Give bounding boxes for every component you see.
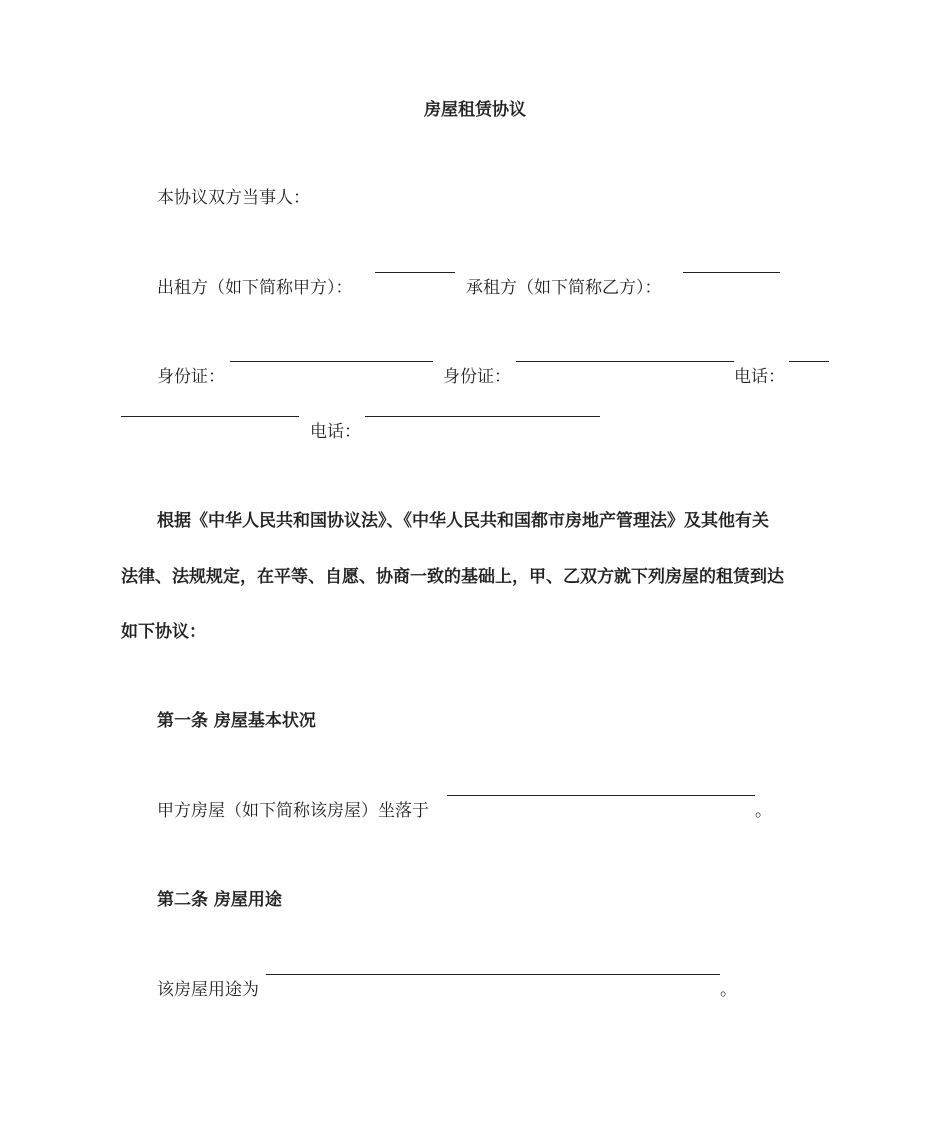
article2-text-row <box>0 974 950 1006</box>
article1-heading: 第一条 房屋基本状况 <box>157 711 316 731</box>
article1-heading-row <box>0 705 950 737</box>
lessee-label: 承租方（如下简称乙方）： <box>466 278 662 298</box>
article2-period: 。 <box>720 980 737 1000</box>
basis-line-1: 根据《中华人民共和国协议法》、《中华人民共和国都市房地产管理法》及其他有关 <box>157 511 769 531</box>
usage-blank <box>266 974 720 975</box>
lessor-phone-blank-start <box>789 361 829 362</box>
lessee-blank <box>683 272 780 273</box>
lessor-label: 出租方（如下简称甲方）： <box>157 278 353 298</box>
article2-heading: 第二条 房屋用途 <box>157 890 282 910</box>
lessee-id-blank <box>516 361 734 362</box>
article1-period: 。 <box>755 801 772 821</box>
document-title-row <box>0 94 950 126</box>
parties-intro: 本协议双方当事人： <box>157 188 310 208</box>
lessor-phone-blank-end <box>121 416 299 417</box>
basis-row-1 <box>0 505 950 537</box>
basis-line-3: 如下协议： <box>121 622 206 642</box>
article2-text: 该房屋用途为 <box>157 980 259 1000</box>
address-blank <box>447 795 755 796</box>
lessee-phone-label: 电话： <box>310 422 361 442</box>
basis-row-3 <box>0 616 950 648</box>
parties-intro-row <box>0 182 950 214</box>
article2-heading-row <box>0 884 950 916</box>
basis-row-2 <box>0 561 950 593</box>
lessee-id-label: 身份证： <box>443 367 511 387</box>
lessor-id-blank <box>230 361 433 362</box>
lessee-phone-blank <box>365 416 600 417</box>
lessor-blank <box>375 272 455 273</box>
id-row <box>0 361 950 393</box>
article1-text-row <box>0 795 950 827</box>
article1-text: 甲方房屋（如下简称该房屋）坐落于 <box>157 801 429 821</box>
document-title: 房屋租赁协议 <box>424 100 526 120</box>
basis-line-2: 法律、法规规定，在平等、自愿、协商一致的基础上，甲、乙双方就下列房屋的租赁到达 <box>121 567 784 587</box>
parties-row <box>0 272 950 304</box>
lessor-phone-label: 电话： <box>734 367 785 387</box>
phone-row <box>0 416 950 448</box>
lessor-id-label: 身份证： <box>157 367 225 387</box>
